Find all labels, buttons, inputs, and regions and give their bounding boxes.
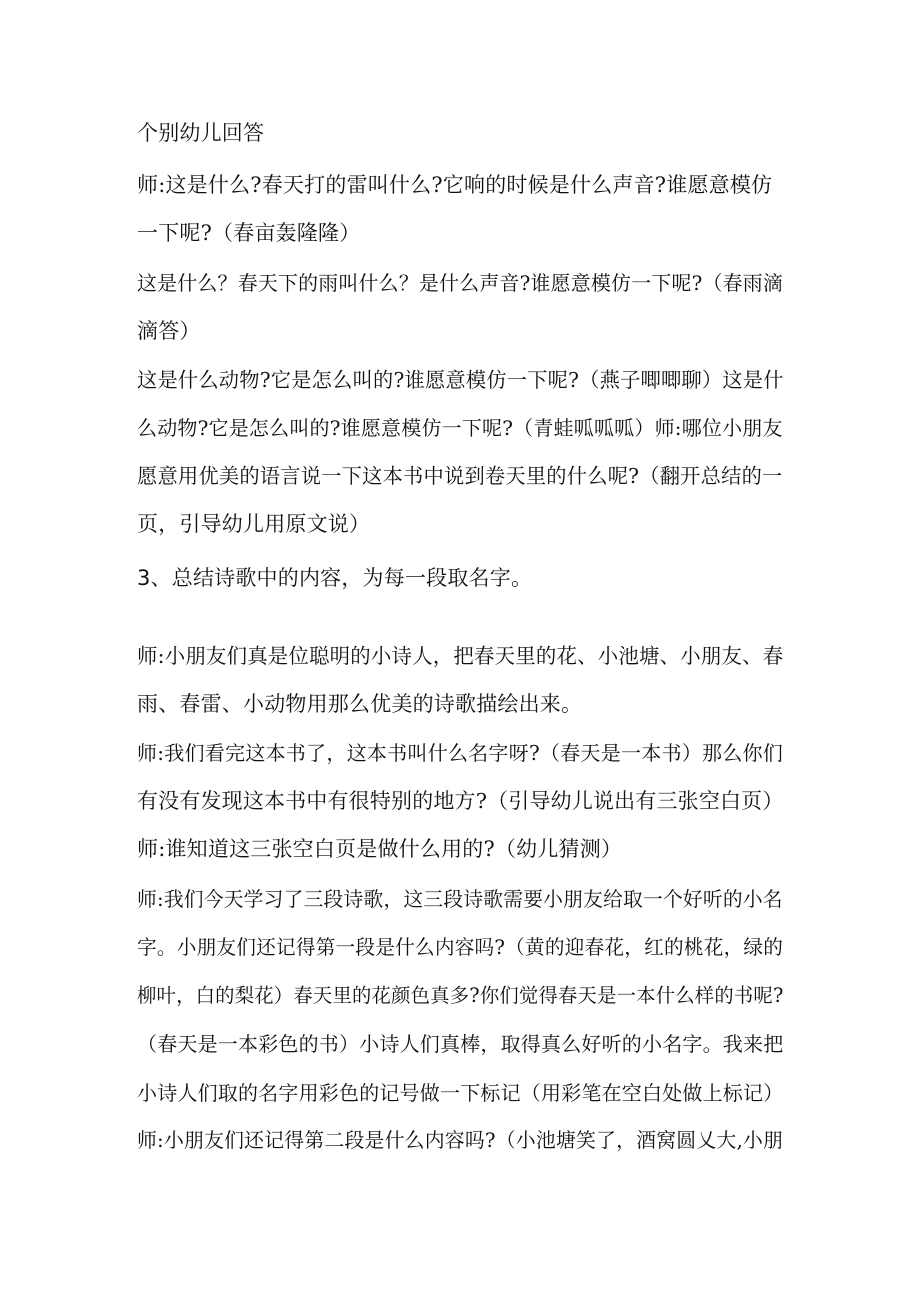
text-line: 师:小朋友们真是位聪明的小诗人，把春天里的花、小池塘、小朋友、春 [137, 644, 784, 668]
section-heading: 3、总结诗歌中的内容，为每一段取名字。 [137, 566, 533, 590]
text-line: 个别幼儿回答 [137, 121, 265, 145]
text-line: 么动物?它是怎么叫的?谁愿意模仿一下呢?（青蛙呱呱呱）师:哪位小朋友 [137, 416, 783, 440]
text-line: 小诗人们取的名字用彩色的记号做一下标记（用彩笔在空白处做上标记） [137, 1081, 784, 1105]
text-line: 师:这是什么?春天打的雷叫什么?它响的时候是什么声音?谁愿意模仿 [137, 173, 773, 197]
text-line: 这是什么？春天下的雨叫什么？是什么声音?谁愿意模仿一下呢?（春雨滴 [137, 271, 784, 295]
text-line: 有没有发现这本书中有很特别的地方?（引导幼儿说出有三张空白页） [137, 789, 784, 813]
text-line: 师:我们看完这本书了，这本书叫什么名字呀?（春天是一本书）那么你们 [137, 741, 784, 765]
text-line: 师:小朋友们还记得第二段是什么内容吗?（小池塘笑了，酒窝圆乂大,小朋 [137, 1129, 784, 1152]
text-line: 这是什么动物?它是怎么叫的?谁愿意模仿一下呢?（燕子唧唧聊）这是什 [137, 368, 784, 392]
text-line: 愿意用优美的语言说一下这本书中说到卷天里的什么呢?（翻开总结的一 [137, 464, 783, 488]
text-line: 滴答） [137, 319, 201, 343]
text-line: 字。小朋友们还记得第一段是什么内容吗?（黄的迎春花，红的桃花，绿的 [137, 936, 784, 959]
text-line: （春天是一本彩色的书）小诗人们真棒，取得真么好听的小名字。我来把 [137, 1032, 784, 1056]
text-line: 师:谁知道这三张空白页是做什么用的?（幼儿猜测） [137, 837, 623, 861]
text-line: 师:我们今天学习了三段诗歌，这三段诗歌需要小朋友给取一个好听的小名 [137, 888, 783, 911]
text-line: 柳叶，白的梨花）春天里的花颜色真多?你们觉得春天是一本什么样的书呢? [137, 984, 784, 1007]
text-line: 页，引导幼儿用原文说） [137, 512, 371, 536]
text-line: 雨、春雷、小动物用那么优美的诗歌描绘出来。 [137, 692, 583, 716]
text-line: 一下呢?（春亩轰隆隆） [137, 221, 361, 245]
